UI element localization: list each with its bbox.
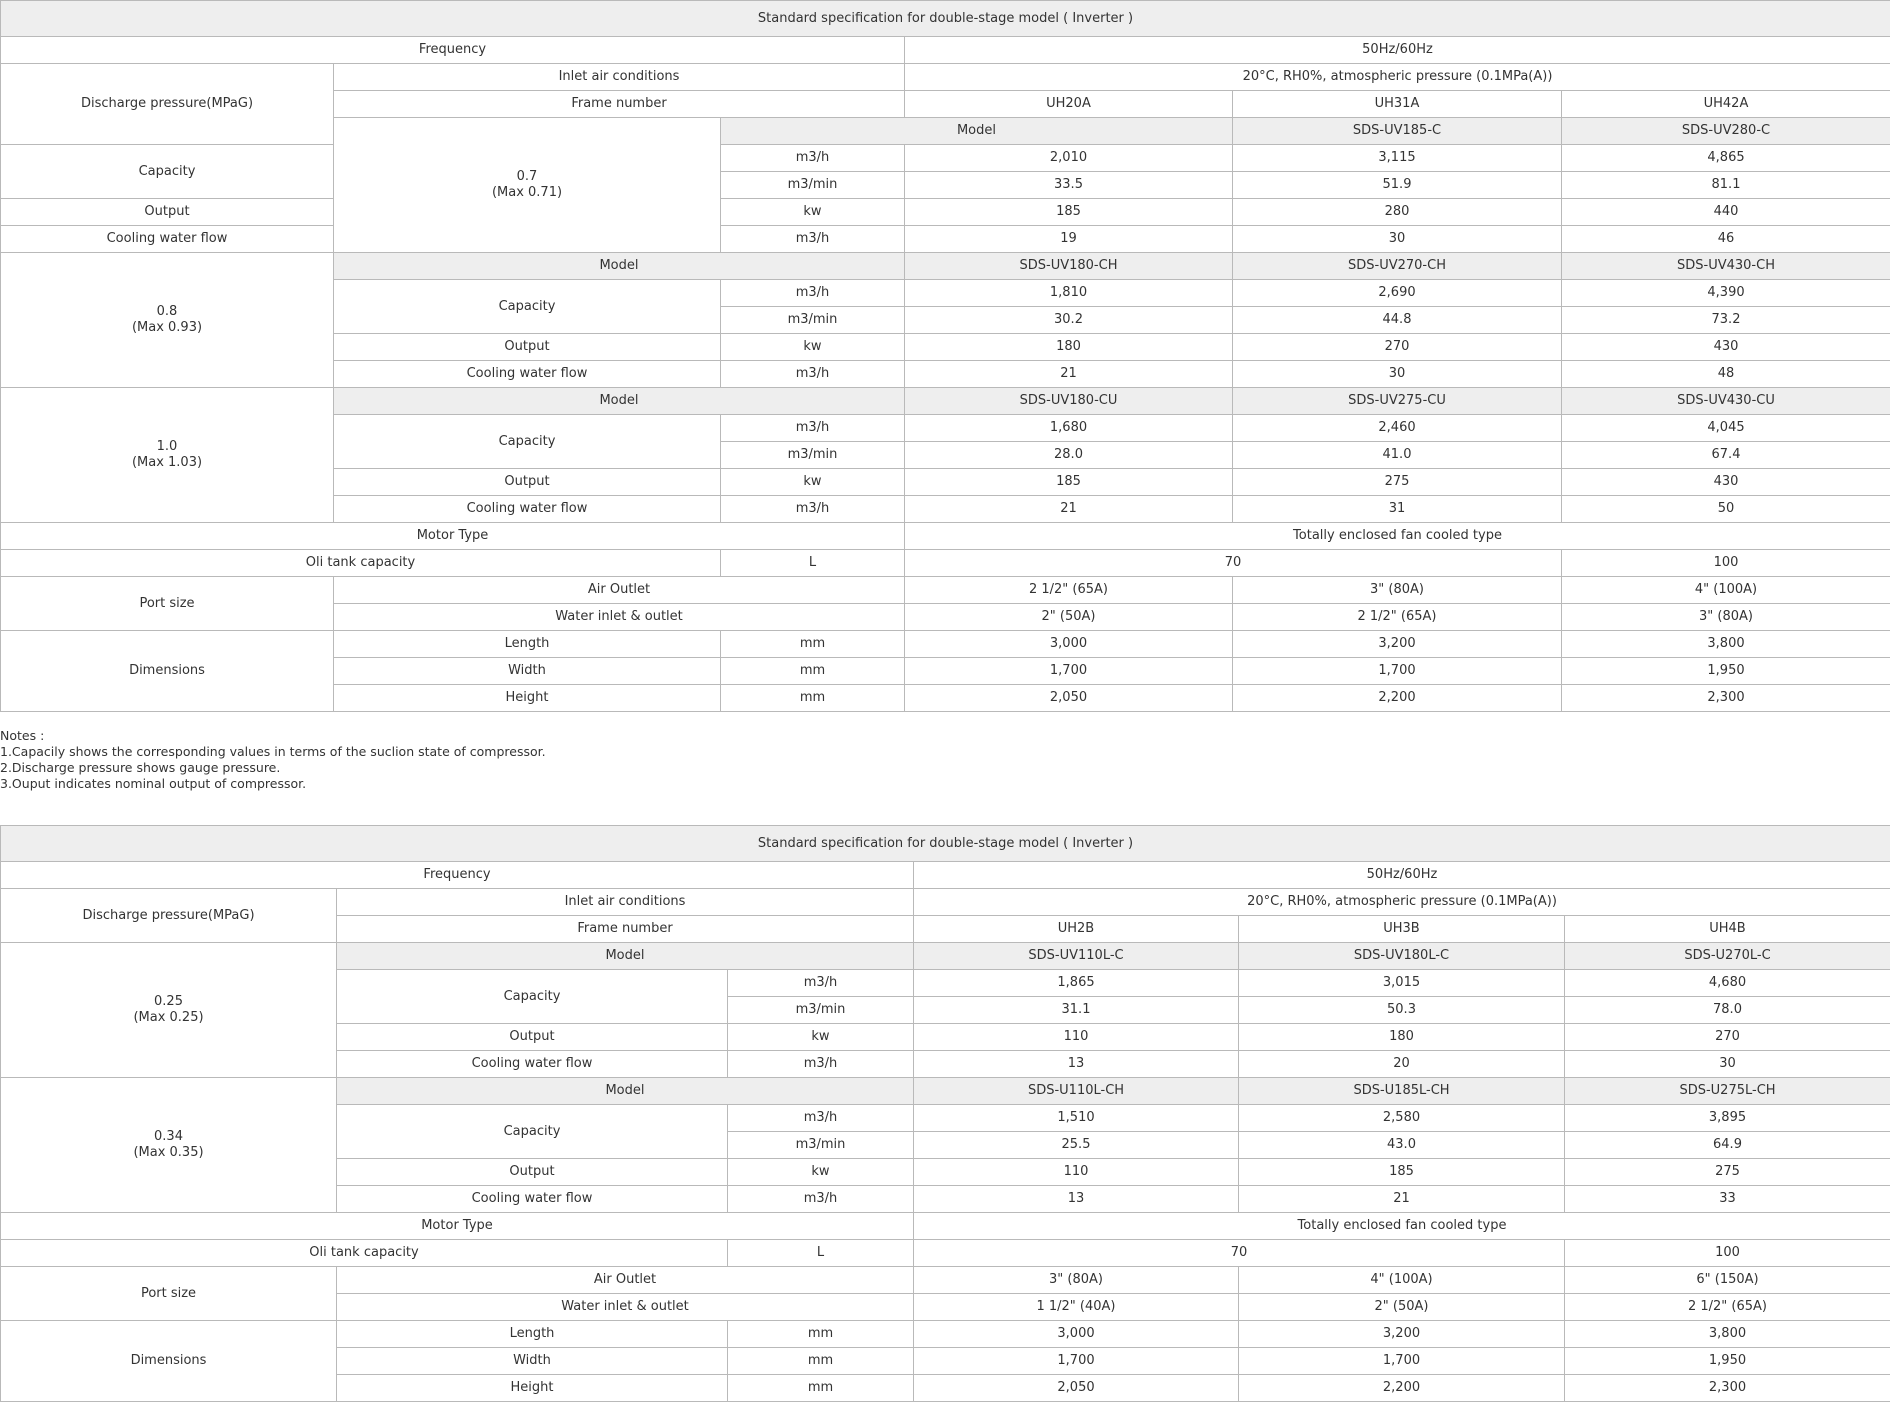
pressure-cell: 0.7 (Max 0.71) — [334, 118, 721, 253]
model-cell: SDS-UV270-CH — [1233, 253, 1562, 280]
frame-label: Frame number — [334, 91, 905, 118]
value-cell: 30 — [1233, 226, 1562, 253]
unit-cell: kw — [728, 1024, 914, 1051]
motor-type-label: Motor Type — [1, 1213, 914, 1240]
value-cell: 50.3 — [1239, 997, 1565, 1024]
value-cell: 41.0 — [1233, 442, 1562, 469]
unit-cell: mm — [728, 1348, 914, 1375]
table-title: Standard specification for double-stage model ( Inverter ) — [1, 1, 1890, 37]
oil-tank-value: 70 — [914, 1240, 1565, 1267]
unit-cell: mm — [721, 658, 905, 685]
cooling-label: Cooling water flow — [337, 1051, 728, 1078]
value-cell: 31 — [1233, 496, 1562, 523]
unit-cell: mm — [721, 631, 905, 658]
motor-type-value: Totally enclosed fan cooled type — [914, 1213, 1890, 1240]
unit-cell: kw — [728, 1159, 914, 1186]
value-cell: 430 — [1562, 334, 1890, 361]
value-cell: 1,950 — [1562, 658, 1890, 685]
value-cell: 3,000 — [914, 1321, 1239, 1348]
model-cell: SDS-UV110L-C — [914, 943, 1239, 970]
value-cell: 2 1/2" (65A) — [905, 577, 1233, 604]
value-cell: 2,460 — [1233, 415, 1562, 442]
model-cell: SDS-UV180-CH — [905, 253, 1233, 280]
value-cell: 48 — [1562, 361, 1890, 388]
value-cell: 110 — [914, 1159, 1239, 1186]
value-cell: 31.1 — [914, 997, 1239, 1024]
unit-cell: kw — [721, 469, 905, 496]
value-cell: 2,300 — [1565, 1375, 1890, 1402]
inlet-value: 20°C, RH0%, atmospheric pressure (0.1MPa(A)) — [914, 889, 1890, 916]
frequency-label: Frequency — [1, 862, 914, 889]
inlet-label: Inlet air conditions — [337, 889, 914, 916]
value-cell: 2,050 — [905, 685, 1233, 712]
frame-cell: UH2B — [914, 916, 1239, 943]
value-cell: 1,510 — [914, 1105, 1239, 1132]
value-cell: 51.9 — [1233, 172, 1562, 199]
value-cell: 20 — [1239, 1051, 1565, 1078]
value-cell: 270 — [1565, 1024, 1890, 1051]
value-cell: 21 — [905, 496, 1233, 523]
value-cell: 3,800 — [1565, 1321, 1890, 1348]
value-cell: 44.8 — [1233, 307, 1562, 334]
value-cell: 33 — [1565, 1186, 1890, 1213]
value-cell: 4" (100A) — [1562, 577, 1890, 604]
value-cell: 50 — [1562, 496, 1890, 523]
value-cell: 3,115 — [1233, 145, 1562, 172]
value-cell: 185 — [905, 469, 1233, 496]
value-cell: 2,050 — [914, 1375, 1239, 1402]
value-cell: 13 — [914, 1051, 1239, 1078]
note-line: 1.Capacily shows the corresponding values in terms of the suclion state of compressor. — [0, 744, 546, 759]
frame-cell: UH31A — [1233, 91, 1562, 118]
cooling-label: Cooling water flow — [1, 226, 334, 253]
value-cell: 30 — [1565, 1051, 1890, 1078]
value-cell: 4" (100A) — [1239, 1267, 1565, 1294]
value-cell: 1,700 — [914, 1348, 1239, 1375]
frame-label: Frame number — [337, 916, 914, 943]
value-cell: 2" (50A) — [905, 604, 1233, 631]
pressure-cell: 1.0 (Max 1.03) — [1, 388, 334, 523]
notes-heading: Notes : — [0, 728, 45, 743]
unit-cell: m3/h — [728, 1186, 914, 1213]
value-cell: 3,200 — [1233, 631, 1562, 658]
capacity-label: Capacity — [337, 1105, 728, 1159]
value-cell: 275 — [1565, 1159, 1890, 1186]
capacity-label: Capacity — [1, 145, 334, 199]
value-cell: 81.1 — [1562, 172, 1890, 199]
model-label: Model — [334, 253, 905, 280]
value-cell: 3,015 — [1239, 970, 1565, 997]
model-cell: SDS-UV430-CU — [1562, 388, 1890, 415]
value-cell: 180 — [905, 334, 1233, 361]
model-cell: SDS-U110L-CH — [914, 1078, 1239, 1105]
value-cell: 28.0 — [905, 442, 1233, 469]
value-cell: 1,700 — [1239, 1348, 1565, 1375]
discharge-pressure-label: Discharge pressure(MPaG) — [1, 64, 334, 145]
value-cell: 1,950 — [1565, 1348, 1890, 1375]
capacity-label: Capacity — [334, 280, 721, 334]
unit-cell: L — [728, 1240, 914, 1267]
frequency-value: 50Hz/60Hz — [905, 37, 1890, 64]
pressure-cell: 0.8 (Max 0.93) — [1, 253, 334, 388]
unit-cell: kw — [721, 199, 905, 226]
note-line: 2.Discharge pressure shows gauge pressure. — [0, 760, 281, 775]
oil-tank-label: Oli tank capacity — [1, 550, 721, 577]
width-label: Width — [334, 658, 721, 685]
value-cell: 46 — [1562, 226, 1890, 253]
width-label: Width — [337, 1348, 728, 1375]
unit-cell: m3/min — [721, 172, 905, 199]
note-line: 3.Ouput indicates nominal output of compressor. — [0, 776, 307, 791]
dimensions-label: Dimensions — [1, 1321, 337, 1402]
value-cell: 2,200 — [1239, 1375, 1565, 1402]
output-label: Output — [334, 334, 721, 361]
value-cell: 25.5 — [914, 1132, 1239, 1159]
value-cell: 185 — [905, 199, 1233, 226]
output-label: Output — [337, 1024, 728, 1051]
value-cell: 430 — [1562, 469, 1890, 496]
value-cell: 3,800 — [1562, 631, 1890, 658]
unit-cell: m3/h — [728, 1105, 914, 1132]
model-cell: SDS-UV280-C — [1562, 118, 1890, 145]
model-label: Model — [721, 118, 1233, 145]
value-cell: 1,700 — [905, 658, 1233, 685]
table-title: Standard specification for double-stage model ( Inverter ) — [1, 826, 1890, 862]
model-cell: SDS-U185L-CH — [1239, 1078, 1565, 1105]
unit-cell: m3/min — [721, 307, 905, 334]
value-cell: 280 — [1233, 199, 1562, 226]
model-cell: SDS-UV430-CH — [1562, 253, 1890, 280]
cooling-label: Cooling water flow — [334, 496, 721, 523]
inlet-value: 20°C, RH0%, atmospheric pressure (0.1MPa(A)) — [905, 64, 1890, 91]
unit-cell: kw — [721, 334, 905, 361]
frequency-value: 50Hz/60Hz — [914, 862, 1890, 889]
value-cell: 4,680 — [1565, 970, 1890, 997]
oil-tank-value: 100 — [1565, 1240, 1890, 1267]
value-cell: 64.9 — [1565, 1132, 1890, 1159]
value-cell: 21 — [905, 361, 1233, 388]
value-cell: 30 — [1233, 361, 1562, 388]
unit-cell: mm — [728, 1375, 914, 1402]
motor-type-value: Totally enclosed fan cooled type — [905, 523, 1890, 550]
value-cell: 4,045 — [1562, 415, 1890, 442]
frame-cell: UH42A — [1562, 91, 1890, 118]
value-cell: 2 1/2" (65A) — [1233, 604, 1562, 631]
output-label: Output — [1, 199, 334, 226]
model-cell: SDS-UV180-CU — [905, 388, 1233, 415]
unit-cell: m3/min — [728, 1132, 914, 1159]
value-cell: 1,865 — [914, 970, 1239, 997]
value-cell: 4,865 — [1562, 145, 1890, 172]
value-cell: 13 — [914, 1186, 1239, 1213]
value-cell: 3" (80A) — [1233, 577, 1562, 604]
unit-cell: m3/h — [721, 496, 905, 523]
model-label: Model — [337, 1078, 914, 1105]
pressure-cell: 0.34 (Max 0.35) — [1, 1078, 337, 1213]
oil-tank-value: 100 — [1562, 550, 1890, 577]
notes — [0, 728, 546, 792]
value-cell: 2,580 — [1239, 1105, 1565, 1132]
value-cell: 440 — [1562, 199, 1890, 226]
unit-cell: mm — [721, 685, 905, 712]
value-cell: 3,895 — [1565, 1105, 1890, 1132]
model-cell: SDS-U270L-C — [1565, 943, 1890, 970]
cooling-label: Cooling water flow — [337, 1186, 728, 1213]
value-cell: 2,690 — [1233, 280, 1562, 307]
oil-tank-label: Oli tank capacity — [1, 1240, 728, 1267]
value-cell: 67.4 — [1562, 442, 1890, 469]
value-cell: 2,010 — [905, 145, 1233, 172]
output-label: Output — [337, 1159, 728, 1186]
length-label: Length — [334, 631, 721, 658]
capacity-label: Capacity — [334, 415, 721, 469]
frequency-label: Frequency — [1, 37, 905, 64]
model-cell: SDS-UV180L-C — [1239, 943, 1565, 970]
value-cell: 1,700 — [1233, 658, 1562, 685]
discharge-pressure-label: Discharge pressure(MPaG) — [1, 889, 337, 943]
value-cell: 21 — [1239, 1186, 1565, 1213]
model-cell: SDS-U275L-CH — [1565, 1078, 1890, 1105]
value-cell: 3,200 — [1239, 1321, 1565, 1348]
value-cell: 2,300 — [1562, 685, 1890, 712]
unit-cell: m3/min — [728, 997, 914, 1024]
frame-cell: UH20A — [905, 91, 1233, 118]
unit-cell: m3/h — [721, 361, 905, 388]
length-label: Length — [337, 1321, 728, 1348]
value-cell: 4,390 — [1562, 280, 1890, 307]
value-cell: 43.0 — [1239, 1132, 1565, 1159]
height-label: Height — [334, 685, 721, 712]
spec-table-2 — [0, 825, 1890, 1402]
value-cell: 3,000 — [905, 631, 1233, 658]
unit-cell: m3/h — [721, 145, 905, 172]
output-label: Output — [334, 469, 721, 496]
value-cell: 1,680 — [905, 415, 1233, 442]
value-cell: 30.2 — [905, 307, 1233, 334]
model-label: Model — [334, 388, 905, 415]
value-cell: 19 — [905, 226, 1233, 253]
air-outlet-label: Air Outlet — [334, 577, 905, 604]
unit-cell: m3/h — [721, 280, 905, 307]
value-cell: 270 — [1233, 334, 1562, 361]
value-cell: 3" (80A) — [1562, 604, 1890, 631]
dimensions-label: Dimensions — [1, 631, 334, 712]
motor-type-label: Motor Type — [1, 523, 905, 550]
water-inlet-label: Water inlet & outlet — [334, 604, 905, 631]
air-outlet-label: Air Outlet — [337, 1267, 914, 1294]
unit-cell: m3/h — [728, 970, 914, 997]
unit-cell: m3/min — [721, 442, 905, 469]
value-cell: 1 1/2" (40A) — [914, 1294, 1239, 1321]
unit-cell: L — [721, 550, 905, 577]
value-cell: 275 — [1233, 469, 1562, 496]
cooling-label: Cooling water flow — [334, 361, 721, 388]
unit-cell: m3/h — [721, 226, 905, 253]
model-cell: SDS-UV275-CU — [1233, 388, 1562, 415]
unit-cell: mm — [728, 1321, 914, 1348]
value-cell: 3" (80A) — [914, 1267, 1239, 1294]
pressure-cell: 0.25 (Max 0.25) — [1, 943, 337, 1078]
value-cell: 78.0 — [1565, 997, 1890, 1024]
value-cell: 1,810 — [905, 280, 1233, 307]
frame-cell: UH3B — [1239, 916, 1565, 943]
value-cell: 2" (50A) — [1239, 1294, 1565, 1321]
port-size-label: Port size — [1, 1267, 337, 1321]
value-cell: 2 1/2" (65A) — [1565, 1294, 1890, 1321]
value-cell: 6" (150A) — [1565, 1267, 1890, 1294]
capacity-label: Capacity — [337, 970, 728, 1024]
value-cell: 73.2 — [1562, 307, 1890, 334]
water-inlet-label: Water inlet & outlet — [337, 1294, 914, 1321]
unit-cell: m3/h — [728, 1051, 914, 1078]
value-cell: 185 — [1239, 1159, 1565, 1186]
model-cell: SDS-UV185-C — [1233, 118, 1562, 145]
value-cell: 2,200 — [1233, 685, 1562, 712]
model-label: Model — [337, 943, 914, 970]
inlet-label: Inlet air conditions — [334, 64, 905, 91]
unit-cell: m3/h — [721, 415, 905, 442]
oil-tank-value: 70 — [905, 550, 1562, 577]
value-cell: 110 — [914, 1024, 1239, 1051]
height-label: Height — [337, 1375, 728, 1402]
value-cell: 180 — [1239, 1024, 1565, 1051]
port-size-label: Port size — [1, 577, 334, 631]
frame-cell: UH4B — [1565, 916, 1890, 943]
value-cell: 33.5 — [905, 172, 1233, 199]
